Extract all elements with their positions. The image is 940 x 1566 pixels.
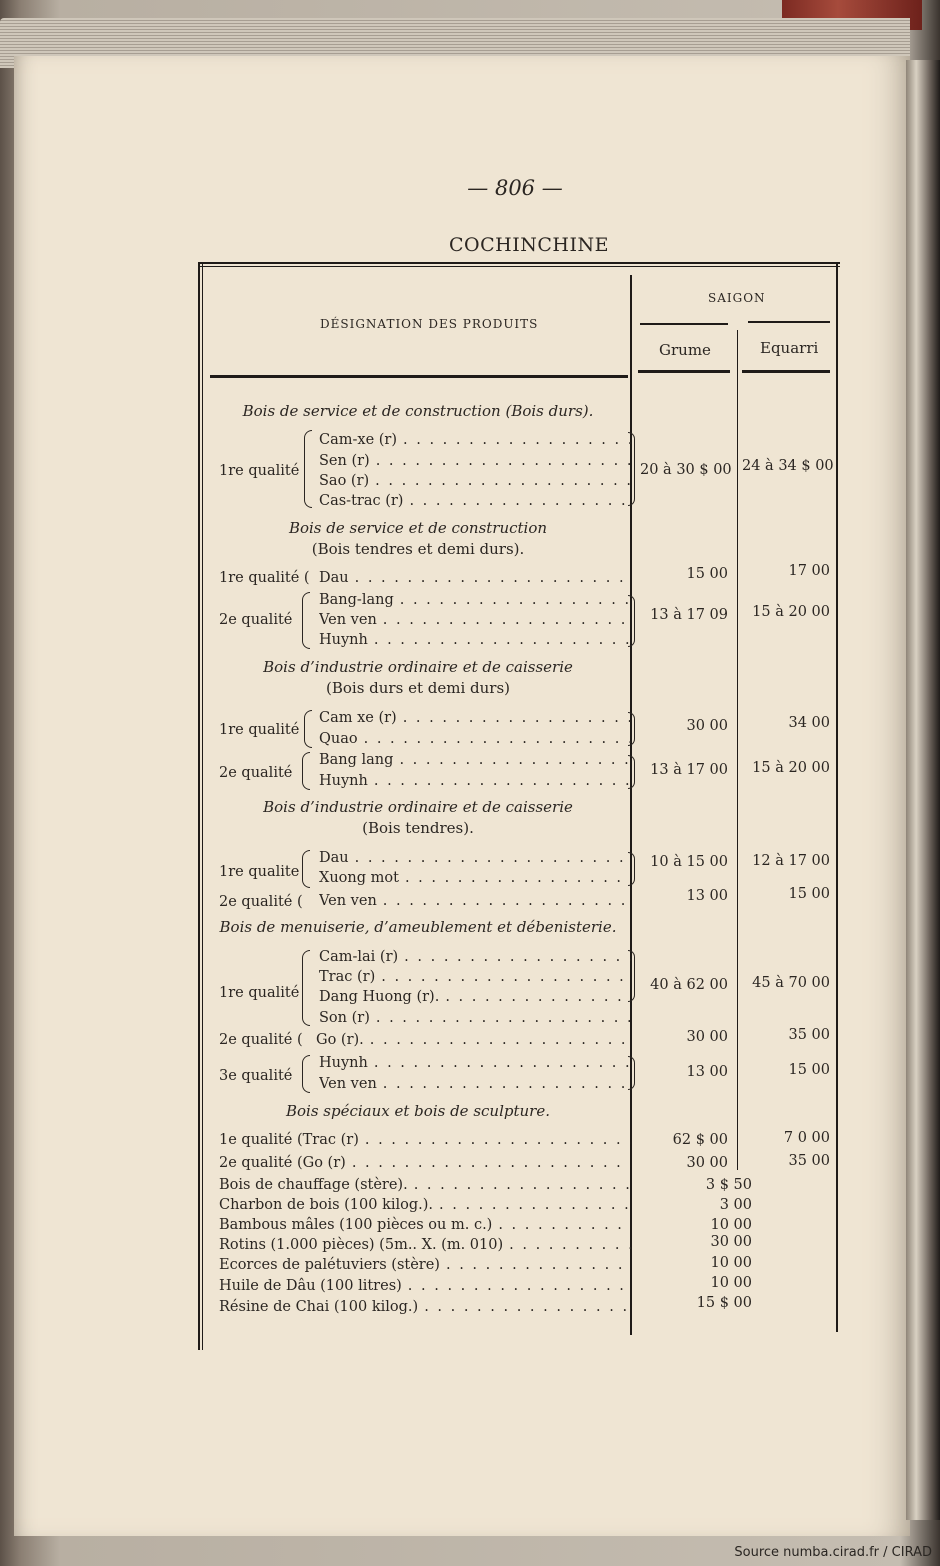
left-brace: [302, 950, 310, 1026]
quality-label: 2e qualité (: [219, 894, 303, 910]
right-brace: [628, 852, 635, 886]
product-item: Trac (r) . . .: [319, 967, 631, 987]
product-item: Bois de chauffage (stère). . . .: [219, 1175, 631, 1195]
section-subtitle: (Bois tendres et demi durs).: [311, 540, 525, 558]
grume-price: 13 à 17 09: [650, 607, 728, 623]
product-item: Cam-xe (r) . . .: [319, 430, 631, 450]
grume-price: 15 00: [686, 566, 728, 582]
equarri-price: 7 0 00: [783, 1130, 830, 1146]
section-title: Bois d’industrie ordinaire et de caisserie: [263, 798, 573, 816]
left-brace: [304, 430, 312, 508]
product-item: Bambous mâles (100 pièces ou m. c.) . . .: [219, 1215, 631, 1235]
quality-label: 1re qualité: [219, 985, 300, 1001]
product-item: Sen (r) . . .: [319, 451, 631, 471]
equarri-price: 24 à 34 $ 00: [742, 458, 834, 474]
quality-label: 2e qualité: [219, 765, 293, 781]
section-title: Bois de service et de construction (Bois durs).: [242, 402, 594, 420]
product-item: Go (r). . . .: [316, 1030, 628, 1050]
product-item: Bang lang . . .: [319, 750, 631, 770]
left-brace: [302, 752, 310, 790]
quality-label: 2e qualité (: [219, 1032, 303, 1048]
product-item: Charbon de bois (100 kilog.). . . .: [219, 1195, 631, 1215]
product-item: Dau . . .: [319, 848, 631, 868]
equarri-price: 15 à 20 00: [752, 760, 830, 776]
quality-label: 1re qualité (: [219, 570, 310, 586]
product-item: Huynh . . .: [319, 771, 631, 791]
price: 10 00: [710, 1217, 752, 1233]
left-brace: [302, 850, 310, 888]
product-item: Huynh . . .: [319, 630, 631, 650]
left-brace: [304, 710, 312, 748]
product-item: Ecorces de palétuviers (stère) . . .: [219, 1255, 631, 1275]
header-market: SAIGON: [708, 291, 766, 305]
section-subtitle: (Bois tendres).: [362, 819, 474, 837]
price: 10 00: [710, 1255, 752, 1271]
product-item: Cam xe (r) . . .: [319, 708, 631, 728]
product-item: Bang-lang . . .: [319, 590, 631, 610]
quality-label: 3e qualité: [219, 1068, 293, 1084]
page-number: — 806 —: [467, 176, 563, 200]
equarri-price: 34 00: [788, 715, 830, 731]
product-item: Rotins (1.000 pièces) (5m.. X. (m. 010) . . .: [219, 1235, 631, 1255]
section-title: Bois de menuiserie, d’ameublement et débenisterie.: [219, 918, 617, 936]
source-credit: Source numba.cirad.fr / CIRAD: [734, 1545, 932, 1560]
colony-title: COCHINCHINE: [449, 234, 609, 256]
right-brace: [628, 1056, 635, 1090]
equarri-price: 15 00: [788, 1062, 830, 1078]
section-title: Bois de service et de construction: [288, 519, 548, 537]
grume-price: 20 à 30 $ 00: [640, 462, 732, 478]
price: 30 00: [710, 1234, 752, 1250]
grume-price: 10 à 15 00: [650, 854, 728, 870]
grume-price: 13 00: [686, 1064, 728, 1080]
header-designation: DÉSIGNATION DES PRODUITS: [320, 317, 539, 331]
product-item: Résine de Chai (100 kilog.) . . .: [219, 1297, 631, 1317]
equarri-price: 45 à 70 00: [752, 975, 830, 991]
price: 10 00: [710, 1275, 752, 1291]
left-brace: [302, 592, 310, 649]
product-item: Sao (r) . . .: [319, 471, 631, 491]
equarri-price: 35 00: [788, 1153, 830, 1169]
price: 3 00: [719, 1197, 752, 1213]
right-brace: [628, 755, 635, 789]
header-equarri: Equarri: [760, 339, 819, 357]
product-item: Dang Huong (r). . . .: [319, 987, 631, 1007]
product-item: Huynh . . .: [319, 1053, 631, 1073]
product-item: Xuong mot . . .: [319, 868, 631, 888]
product-item: 1e qualité (Trac (r) . . .: [219, 1130, 631, 1150]
equarri-price: 15 00: [788, 886, 830, 902]
left-brace: [302, 1055, 310, 1093]
equarri-price: 17 00: [788, 563, 830, 579]
grume-price: 30 00: [686, 718, 728, 734]
product-item: Ven ven . . .: [319, 891, 631, 911]
equarri-price: 15 à 20 00: [752, 604, 830, 620]
section-title: Bois d’industrie ordinaire et de caisserie: [263, 658, 573, 676]
book-spine-edge: [906, 60, 940, 1520]
header-grume: Grume: [659, 341, 711, 359]
right-brace: [628, 950, 635, 1002]
grume-price: 30 00: [686, 1029, 728, 1045]
product-item: Ven ven . . .: [319, 610, 631, 630]
product-item: Quao . . .: [319, 729, 631, 749]
grume-price: 30 00: [686, 1155, 728, 1171]
product-item: Huile de Dâu (100 litres) . . .: [219, 1276, 631, 1296]
right-brace: [628, 595, 635, 647]
product-item: Dau . . .: [319, 568, 631, 588]
grume-price: 13 à 17 00: [650, 762, 728, 778]
product-item: Son (r) . . .: [319, 1008, 631, 1028]
grume-price: 13 00: [686, 888, 728, 904]
quality-label: 1re qualité: [219, 722, 300, 738]
quality-label: 2e qualité: [219, 612, 293, 628]
equarri-price: 12 à 17 00: [752, 853, 830, 869]
section-title: Bois spéciaux et bois de sculpture.: [285, 1102, 550, 1120]
right-brace: [628, 712, 635, 746]
quality-label: 1re qualite: [219, 864, 300, 880]
product-item: Ven ven . . .: [319, 1074, 631, 1094]
section-subtitle: (Bois durs et demi durs): [326, 679, 510, 697]
quality-label: 1re qualité: [219, 463, 300, 479]
right-brace: [628, 432, 635, 506]
equarri-price: 35 00: [788, 1027, 830, 1043]
price: 15 $ 00: [696, 1295, 752, 1311]
product-item: Cam-lai (r) . . .: [319, 947, 631, 967]
product-item: 2e qualité (Go (r) . . .: [219, 1153, 631, 1173]
product-item: Cas-trac (r) . . .: [319, 491, 631, 511]
grume-price: 40 à 62 00: [650, 977, 728, 993]
grume-price: 62 $ 00: [672, 1132, 728, 1148]
price: 3 $ 50: [705, 1177, 752, 1193]
